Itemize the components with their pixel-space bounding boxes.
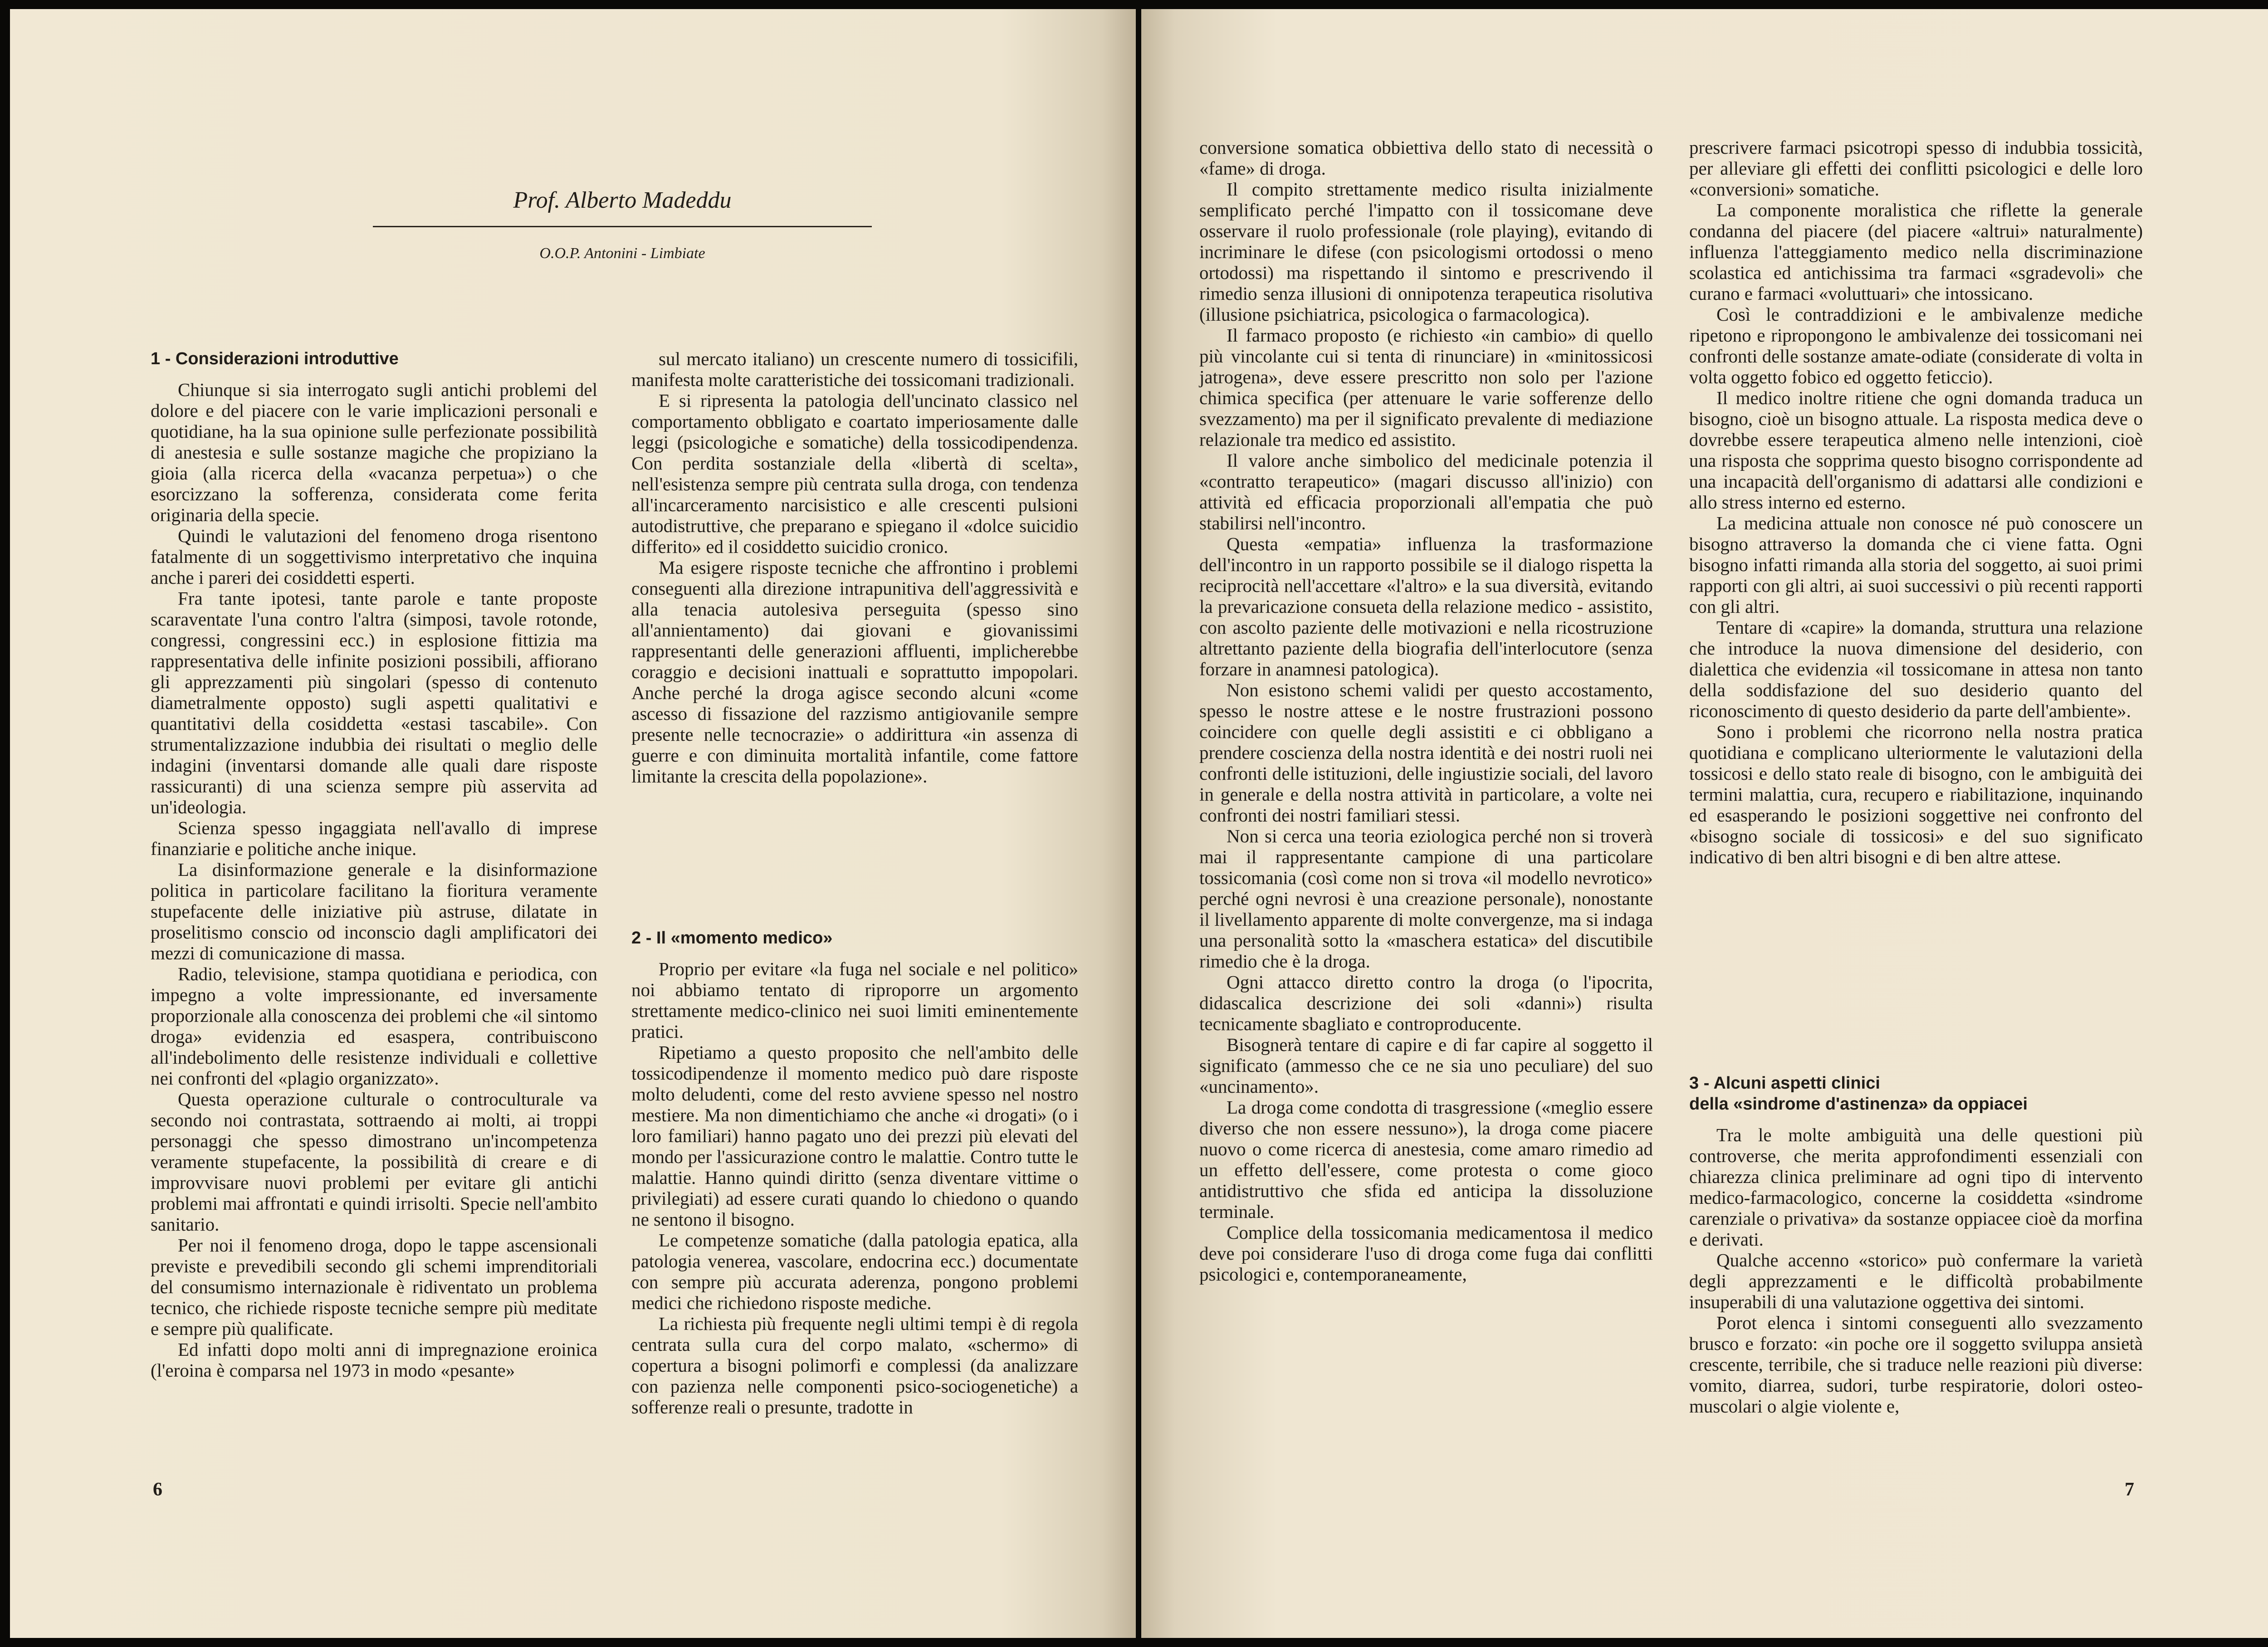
page-number-right: 7 bbox=[2125, 1479, 2134, 1500]
paragraph: sul mercato italiano) un crescente numero di tossicifili, manifesta molte caratteristiche dei tossicomani tradizionali. bbox=[631, 348, 1078, 390]
paragraph: Non esistono schemi validi per questo accostamento, spesso le nostre attese e le nostre frustrazioni possono coincidere con quelle degli assistiti e ci obbligano a prendere coscienza della nostra identità e dei nostri ruoli nei confronti delle istituzioni, delle ingiustizie sociali, del lavoro in generale e della nostra attività in particolare, a volte nei confronti dei nostri familiari stessi. bbox=[1199, 679, 1653, 826]
paragraph: Ed infatti dopo molti anni di impregnazione eroinica (l'eroina è comparsa nel 1973 in modo «pesante» bbox=[151, 1339, 597, 1381]
paragraph: Scienza spesso ingaggiata nell'avallo di imprese finanziarie e politiche anche inique. bbox=[151, 817, 597, 859]
paragraph: Ripetiamo a questo proposito che nell'ambito delle tossicodipendenze il momento medico può dare risposte molto deludenti, come del resto avviene spesso nel nostro mestiere. Ma non dimentichiamo che anche «i drogati» (o i loro familiari) hanno pagato uno dei prezzi più elevati del mondo per l'assicurazione contro le malattie. Contro tutte le malattie. Hanno quindi diritto (senza diventare vittime o privilegiati) ad essere curati quando lo chiedono o quando ne sentono il bisogno. bbox=[631, 1042, 1078, 1230]
paragraph: Non si cerca una teoria eziologica perché non si troverà mai il rappresentante campione di una particolare tossicomania (così come non si trova «il modello nevrotico» perché ogni nevrosi è una creazione personale), nonostante il livellamento apparente di molte convergenze, ma si indaga una personalità sotto la «maschera estatica» del discutibile rimedio che è la droga. bbox=[1199, 826, 1653, 972]
paragraph: conversione somatica obbiettiva dello stato di necessità o «fame» di droga. bbox=[1199, 137, 1653, 179]
paragraph: Bisognerà tentare di capire e di far capire al soggetto il significato (ammesso che ce ne sia uno peculiare) del suo «uncinamento». bbox=[1199, 1034, 1653, 1097]
paragraph: Il valore anche simbolico del medicinale potenzia il «contratto terapeutico» (magari discusso all'inizio) con attività ed efficacia proporzionali all'empatia che può stabilirsi nell'incontro. bbox=[1199, 450, 1653, 533]
paragraph: Ogni attacco diretto contro la droga (o l'ipocrita, didascalica descrizione dei soli «danni») risulta tecnicamente sbagliato e controproducente. bbox=[1199, 972, 1653, 1034]
paragraph: La droga come condotta di trasgressione («meglio essere diverso che non essere nessuno»), la droga come piacere nuovo o come ricerca di anestesia, come amaro rimedio ad un effetto dell'essere, come protesta o come gioco antidistruttivo che sfida ed anticipa la dissoluzione terminale. bbox=[1199, 1097, 1653, 1222]
paragraph: Il farmaco proposto (e richiesto «in cambio» di quello più vincolante cui si tenta di rinunciare) in «minitossicosi jatrogena», deve essere prescritto non solo per l'azione chimica specifica (per attenuare le varie sofferenze dello svezzamento) ma per il significato prevalente di mediazione relazionale tra medico ed assistito. bbox=[1199, 325, 1653, 450]
paragraph: La richiesta più frequente negli ultimi tempi è di regola centrata sulla cura del corpo malato, «schermo» di copertura a bisogni polimorfi e complessi (da analizzare con pazienza nelle componenti psico-sociogenetiche) a sofferenze reali o presunte, tradotte in bbox=[631, 1313, 1078, 1417]
paragraph: Le competenze somatiche (dalla patologia epatica, alla patologia venerea, vascolare, endocrina ecc.) documentate con sempre più accurata aderenza, pongono problemi medici che richiedono risposte mediche. bbox=[631, 1230, 1078, 1313]
column-2-top bbox=[631, 348, 1078, 787]
paragraph: Complice della tossicomania medicamentosa il medico deve poi considerare l'uso di droga come fuga dai conflitti psicologici e, contemporaneamente, bbox=[1199, 1222, 1653, 1285]
paragraph: Quindi le valutazioni del fenomeno droga risentono fatalmente di un soggettivismo interpretativo che inquina anche i pareri dei cosiddetti esperti. bbox=[151, 525, 597, 588]
author-affiliation: O.O.P. Antonini - Limbiate bbox=[539, 245, 705, 262]
paragraph: Così le contraddizioni e le ambivalenze mediche ripetono e ripropongono le ambivalenze dei tossicomani nei confronti delle sostanze amate-odiate (considerate di volta in volta oggetto fobico ed oggetto feticcio). bbox=[1689, 304, 2143, 387]
section-heading-3-line-2: della «sindrome d'astinenza» da oppiacei bbox=[1689, 1095, 2028, 1114]
paragraph: Fra tante ipotesi, tante parole e tante proposte scaraventate l'una contro l'altra (simposi, tavole rotonde, congressi, congressini ecc.) in esplosione fittizia ma rappresentativa delle infinite posizioni possibili, affiorano gli apprezzamenti più singolari (spesso di contenuto diametralmente opposto) sugli aspetti qualitativi e quantitativi della cosiddetta «estasi tascabile». Con strumentalizzazione indubbia dei risultati o meglio delle indagini (inventarsi domande alle quali dare risposte rassicuranti) di una scienza sempre più asservita ad un'ideologia. bbox=[151, 588, 597, 817]
paragraph: Tentare di «capire» la domanda, struttura una relazione che introduce la nuova dimensione del desiderio, con dialettica che evidenzia «il tossicomane in attesa non tanto della soddisfazione del suo desiderio quanto del riconoscimento di questo desiderio da parte dell'ambiente». bbox=[1689, 617, 2143, 721]
paragraph: Proprio per evitare «la fuga nel sociale e nel politico» noi abbiamo tentato di riproporre un argomento strettamente medico-clinico nei suoi limiti eminentemente pratici. bbox=[631, 958, 1078, 1042]
paragraph: Il medico inoltre ritiene che ogni domanda traduca un bisogno, cioè un bisogno attuale. La risposta medica deve o dovrebbe essere terapeutica almeno nelle intenzioni, cioè una risposta che sopprima questo bisogno corrispondente ad una incapacità dell'organismo di adattarsi alle condizioni e allo stress interno ed esterno. bbox=[1689, 387, 2143, 513]
paragraph: Tra le molte ambiguità una delle questioni più controverse, che merita approfondimenti essenziali con chiarezza clinica preliminare ad ogni tipo di intervento medico-farmacologico, concerne la cosiddetta «sindrome carenziale o privativa» da sostanze oppiacee cioè da morfina e derivati. bbox=[1689, 1124, 2143, 1250]
column-1 bbox=[151, 348, 597, 1381]
paragraph: La componente moralistica che riflette la generale condanna del piacere (del piacere «altrui» naturalmente) influenza l'atteggiamento medico nella discriminazione scolastica ed antichissima tra farmaci «sgradevoli» che curano e farmaci «voluttuari» che intossicano. bbox=[1689, 200, 2143, 304]
page-number-left: 6 bbox=[153, 1479, 162, 1500]
paragraph: Questa «empatia» influenza la trasformazione dell'incontro in un rapporto possibile se il dialogo rispetta la reciprocità nell'accettare «l'altro» e la sua diversità, evitando la prevaricazione consueta della relazione medico - assistito, con ascolto paziente delle motivazioni e nella ricostruzione altrettanto paziente della biografia dell'interlocutore (senza forzare in anamnesi patologica). bbox=[1199, 533, 1653, 679]
paragraph: Ma esigere risposte tecniche che affrontino i problemi conseguenti alla direzione intrapunitiva dell'aggressività e alla tenacia autolesiva perseguita (spesso sino all'annientamento) dai giovani e giovanissimi rappresentanti delle generazioni affluenti, implicherebbe coraggio e decisioni inattuali e soprattutto impopolari. Anche perché la droga agisce secondo alcuni «come ascesso di fissazione del razzismo antigiovanile sempre presente nelle tecnocrazie» o addirittura «in assenza di guerre e con diminuita mortalità infantile, come fattore limitante la crescita della popolazione». bbox=[631, 557, 1078, 787]
paragraph: La disinformazione generale e la disinformazione politica in particolare facilitano la fioritura veramente stupefacente delle iniziative più astruse, dilatate in proselitismo conscio od inconscio dagli amplificatori dei mezzi di comunicazione di massa. bbox=[151, 859, 597, 963]
column-4-bottom bbox=[1689, 1073, 2143, 1417]
paragraph: La medicina attuale non conosce né può conoscere un bisogno attraverso la domanda che ci viene fatta. Ogni bisogno infatti rimanda alla storia del soggetto, ai suoi primi rapporti con gli altri, ai suoi successivi o più recenti rapporti con gli altri. bbox=[1689, 513, 2143, 617]
title-rule bbox=[373, 226, 872, 227]
paragraph: Il compito strettamente medico risulta inizialmente semplificato perché l'impatto con il tossicomane deve osservare il ruolo professionale (role playing), evitando di incriminare le difese (con psicologismi ortodossi o meno ortodossi) ma rispettando il sintomo e prescrivendo il rimedio senza illusioni di onnipotenza terapeutica risolutiva (illusione psichiatrica, psicologica o farmacologica). bbox=[1199, 179, 1653, 325]
paragraph: Questa operazione culturale o controculturale va secondo noi contrastata, sottraendo ai molti, ai troppi personaggi che spesso dimostrano un'incompetenza veramente stupefacente, la possibilità di creare e di improvvisare nuovi problemi per evitare gli antichi problemi mai affrontati e quindi irrisolti. Specie nell'ambito sanitario. bbox=[151, 1089, 597, 1235]
section-heading-1: 1 - Considerazioni introduttive bbox=[151, 349, 399, 368]
column-4-top bbox=[1689, 137, 2143, 867]
paragraph: Qualche accenno «storico» può confermare la varietà degli apprezzamenti e le difficoltà probabilmente insuperabili di una valutazione oggettiva dei sintomi. bbox=[1689, 1250, 2143, 1312]
paragraph: Per noi il fenomeno droga, dopo le tappe ascensionali previste e prevedibili secondo gli schemi imprenditoriali del consumismo internazionale è ridiventato un problema tecnico, che richiede risposte tecniche sempre più meditate e sempre più qualificate. bbox=[151, 1235, 597, 1339]
section-heading-3-line-1: 3 - Alcuni aspetti clinici bbox=[1689, 1074, 1880, 1093]
column-2-bottom bbox=[631, 928, 1078, 1417]
paragraph: Sono i problemi che ricorrono nella nostra pratica quotidiana e complicano ulteriormente le valutazioni della tossicosi e dello stato reale di bisogno, con le ambiguità dei termini malattia, cura, recupero e riabilitazione, inquinando ed esasperando le posizioni soggettive nei confronto del «bisogno sociale di tossicosi» e del suo significato indicativo di ben altri bisogni e di ben altre attese. bbox=[1689, 721, 2143, 867]
section-heading-2: 2 - Il «momento medico» bbox=[631, 929, 833, 948]
right-page bbox=[1141, 9, 2268, 1638]
left-page bbox=[10, 9, 1136, 1638]
paragraph: Chiunque si sia interrogato sugli antichi problemi del dolore e del piacere con le varie implicazioni personali e quotidiane, ha la sua opinione sulle perfezionate possibilità di anestesia e sulle sostanze magiche che propiziano la gioia (alla ricerca della «vacanza perpetua») o che esorcizzano la sofferenza, considerata come ferita originaria della specie. bbox=[151, 379, 597, 525]
author-name: Prof. Alberto Madeddu bbox=[513, 187, 732, 213]
paragraph: E si ripresenta la patologia dell'uncinato classico nel comportamento obbligato e coartato imperiosamente dalle leggi (psicologiche e somatiche) della tossicodipendenza. Con perdita sostanziale della «libertà di scelta», nell'esistenza sempre più centrata sulla droga, con tendenza all'incarceramento narcisistico e alle crescenti pulsioni autodistruttive, che preparano e spiegano il «dolce suicidio differito» ed il cosiddetto suicidio cronico. bbox=[631, 390, 1078, 557]
paragraph: prescrivere farmaci psicotropi spesso di indubbia tossicità, per alleviare gli effetti dei conflitti psicologici e delle loro «conversioni» somatiche. bbox=[1689, 137, 2143, 200]
paragraph: Radio, televisione, stampa quotidiana e periodica, con impegno a volte impressionante, ed inversamente proporzionale alla conoscenza dei problemi che «il sintomo droga» evidenzia ed esaspera, contribuiscono all'indebolimento delle resistenze individuali e collettive nei confronti del «plagio organizzato». bbox=[151, 963, 597, 1089]
column-3 bbox=[1199, 137, 1653, 1285]
paragraph: Porot elenca i sintomi conseguenti allo svezzamento brusco e forzato: «in poche ore il soggetto sviluppa ansietà crescente, terribile, che si traduce nelle reazioni più diverse: vomito, diarrea, sudori, turbe respiratorie, dolori osteo-muscolari o algie violente e, bbox=[1689, 1312, 2143, 1417]
